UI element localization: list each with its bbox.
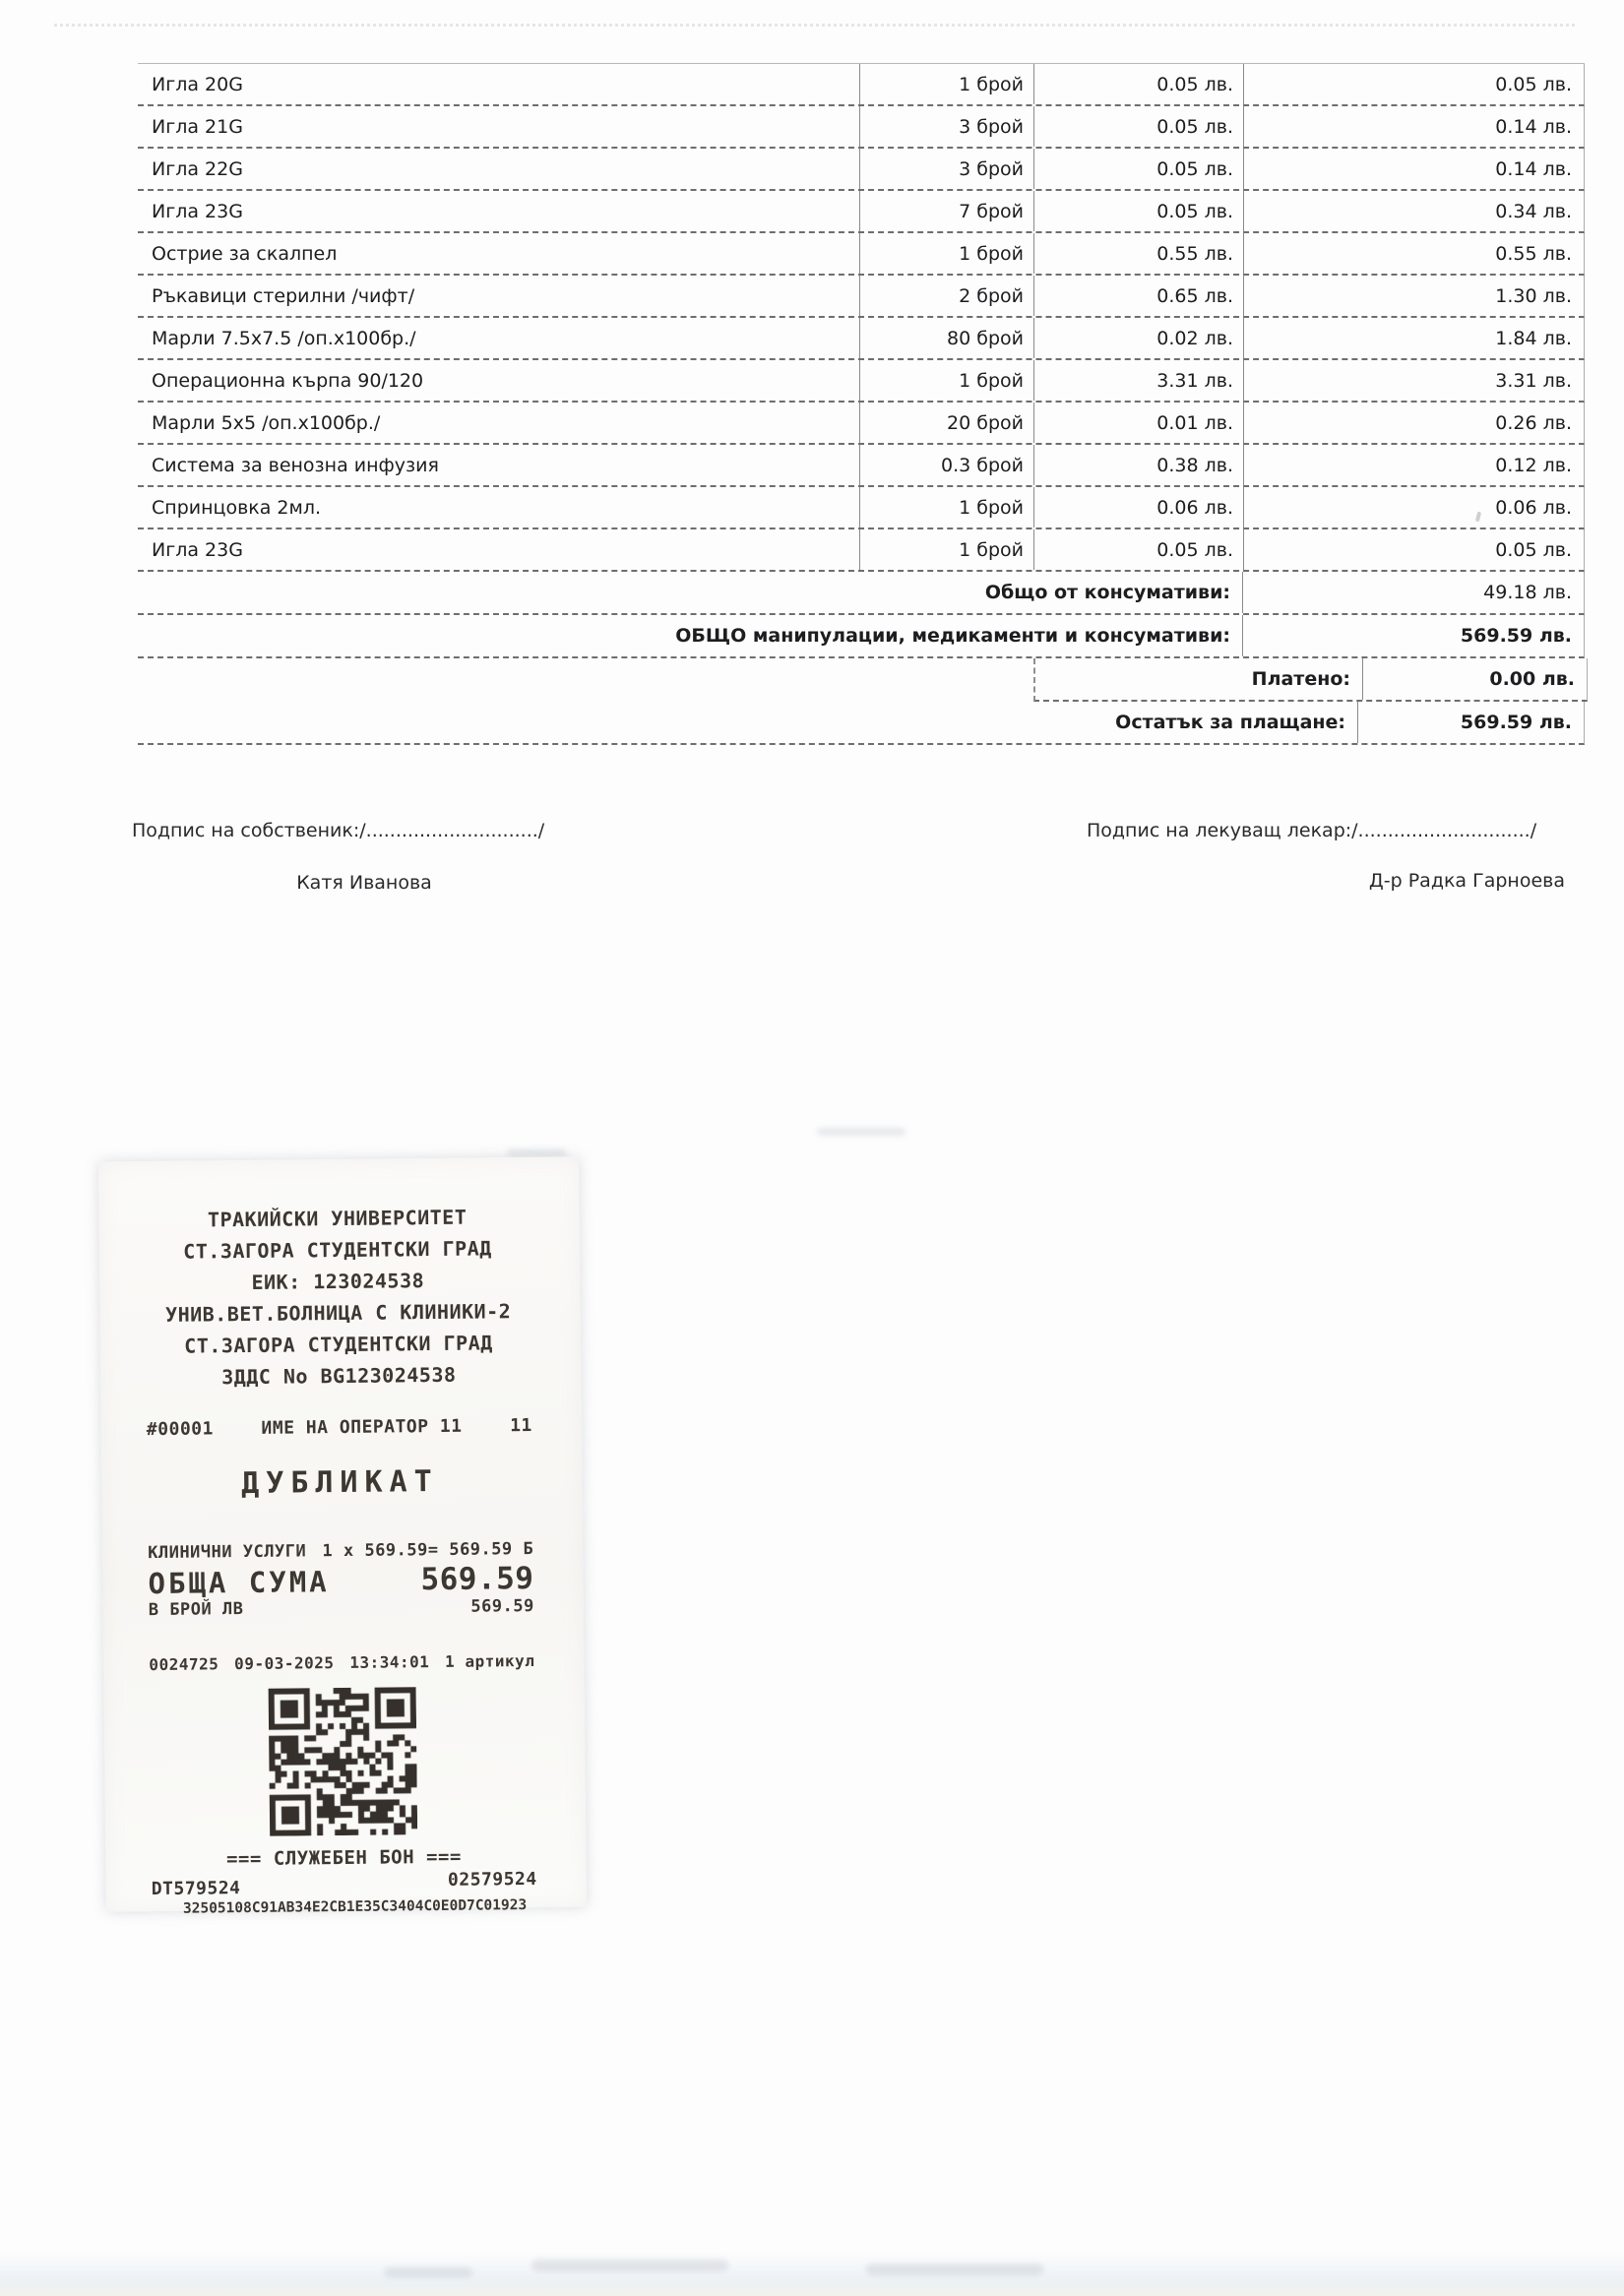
- qr-code: [269, 1687, 418, 1836]
- fiscal-device-ids: [151, 1868, 537, 1900]
- item-unit-price-cell: 0.02 лв.: [1033, 318, 1243, 358]
- fiscal-device-id: DT579524: [151, 1878, 241, 1900]
- scan-smudge: [507, 1149, 566, 1156]
- item-name-cell: Острие за скалпел: [152, 242, 338, 265]
- vet-signature-label: Подпис на лекуващ лекар:/............................./: [1087, 820, 1537, 841]
- grand-total-value: 569.59 лв.: [1460, 625, 1572, 647]
- paid-value: 0.00 лв.: [1489, 668, 1575, 690]
- item-name-cell: Ръкавици стерилни /чифт/: [152, 284, 415, 307]
- table-row: [138, 64, 1585, 106]
- receipt-operator-code: 11: [510, 1414, 532, 1437]
- item-unit-price-cell: 0.38 лв.: [1033, 445, 1243, 485]
- table-row: [138, 360, 1585, 403]
- receipt-cash-line: [149, 1596, 534, 1620]
- item-total-cell: 0.34 лв.: [1243, 191, 1584, 231]
- item-name-cell: Спринцовка 2мл.: [152, 496, 322, 519]
- grand-total-row: [138, 615, 1585, 658]
- scan-smudge: [817, 1128, 906, 1136]
- item-unit-price-cell: 0.05 лв.: [1033, 191, 1243, 231]
- total-sum-label: ОБЩА СУМА: [148, 1565, 330, 1601]
- receipt-clinic-city: СТ.ЗАГОРА СТУДЕНТСКИ ГРАД: [184, 1331, 493, 1358]
- duplicate-label: ДУБЛИКАТ: [241, 1463, 439, 1502]
- cash-value: 569.59: [470, 1595, 534, 1617]
- table-row: [138, 276, 1585, 318]
- item-name-cell: Марли 5х5 /оп.х100бр./: [152, 411, 381, 434]
- fiscal-receipt: [98, 1156, 587, 1917]
- item-quantity-cell: 1 брой: [859, 64, 1033, 104]
- paid-row: [1033, 658, 1588, 702]
- item-quantity-cell: 2 брой: [859, 276, 1033, 316]
- cash-label: В БРОЙ ЛВ: [148, 1599, 244, 1621]
- balance-due-label: Остатък за плащане:: [138, 702, 1358, 743]
- service-amount: 1 x 569.59= 569.59 Б: [322, 1538, 534, 1562]
- total-sum-value: 569.59: [420, 1560, 534, 1598]
- receipt-clinic-name: УНИВ.ВЕТ.БОЛНИЦА С КЛИНИКИ-2: [164, 1299, 512, 1327]
- scan-perforation-artifact: [54, 24, 1575, 27]
- receipt-date: 09-03-2025: [234, 1653, 335, 1674]
- item-quantity-cell: 1 брой: [859, 360, 1033, 401]
- scan-smudge: [384, 2267, 472, 2277]
- item-name-cell: Игла 20G: [152, 73, 243, 95]
- subtotal-label: Общо от консумативи:: [138, 572, 1243, 613]
- item-total-cell: 0.05 лв.: [1243, 64, 1584, 104]
- item-quantity-cell: 3 брой: [859, 149, 1033, 189]
- receipt-meta-line: [149, 1651, 534, 1674]
- scan-smudge: [866, 2264, 1043, 2275]
- item-name-cell: Игла 23G: [152, 538, 243, 561]
- scan-smudge: [531, 2260, 728, 2271]
- item-total-cell: 3.31 лв.: [1243, 360, 1584, 401]
- receipt-total-line: [148, 1561, 533, 1600]
- table-row: [138, 529, 1585, 572]
- item-total-cell: 0.12 лв.: [1243, 445, 1584, 485]
- item-unit-price-cell: 3.31 лв.: [1033, 360, 1243, 401]
- receipt-org-name: ТРАКИЙСКИ УНИВЕРСИТЕТ: [207, 1205, 468, 1232]
- scan-bottom-edge: [0, 2251, 1624, 2296]
- grand-total-label: ОБЩО манипулации, медикаменти и консумативи:: [138, 615, 1243, 656]
- item-quantity-cell: 3 брой: [859, 106, 1033, 147]
- item-name-cell: Система за венозна инфузия: [152, 454, 439, 476]
- item-quantity-cell: 1 брой: [859, 233, 1033, 274]
- receipt-items-count: 1 артикул: [445, 1650, 535, 1671]
- table-row: [138, 318, 1585, 360]
- item-total-cell: 1.30 лв.: [1243, 276, 1584, 316]
- service-name: КЛИНИЧНИ УСЛУГИ: [148, 1541, 307, 1564]
- item-total-cell: 0.05 лв.: [1243, 529, 1584, 570]
- item-unit-price-cell: 0.05 лв.: [1033, 106, 1243, 147]
- receipt-number: #00001: [146, 1418, 215, 1441]
- subtotal-value: 49.18 лв.: [1483, 582, 1572, 603]
- item-total-cell: 0.06 лв.: [1243, 487, 1584, 527]
- item-total-cell: 0.26 лв.: [1243, 403, 1584, 443]
- table-row: [138, 106, 1585, 149]
- fiscal-memory-id: 02579524: [447, 1868, 537, 1891]
- receipt-doc-number: 0024725: [149, 1654, 219, 1675]
- paid-label: Платено:: [1035, 658, 1363, 700]
- item-unit-price-cell: 0.01 лв.: [1033, 403, 1243, 443]
- item-unit-price-cell: 0.05 лв.: [1033, 529, 1243, 570]
- table-row: [138, 445, 1585, 487]
- item-unit-price-cell: 0.06 лв.: [1033, 487, 1243, 527]
- item-quantity-cell: 1 брой: [859, 487, 1033, 527]
- owner-name: Катя Иванова: [296, 872, 432, 894]
- owner-signature-label: Подпис на собственик:/............................./: [132, 820, 545, 841]
- receipt-operator-name: ИМЕ НА ОПЕРАТОР 11: [261, 1415, 463, 1439]
- item-total-cell: 0.55 лв.: [1243, 233, 1584, 274]
- table-row: [138, 149, 1585, 191]
- item-total-cell: 0.14 лв.: [1243, 106, 1584, 147]
- table-row: [138, 403, 1585, 445]
- receipt-org-city: СТ.ЗАГОРА СТУДЕНТСКИ ГРАД: [183, 1236, 492, 1264]
- item-unit-price-cell: 0.05 лв.: [1033, 64, 1243, 104]
- item-unit-price-cell: 0.05 лв.: [1033, 149, 1243, 189]
- consumables-table: [138, 63, 1585, 745]
- item-name-cell: Игла 22G: [152, 157, 243, 180]
- receipt-service-line: [148, 1539, 533, 1563]
- item-quantity-cell: 80 брой: [859, 318, 1033, 358]
- vet-name: Д-р Радка Гарноева: [1368, 870, 1565, 892]
- item-total-cell: 0.14 лв.: [1243, 149, 1584, 189]
- consumables-table-body: [138, 64, 1585, 572]
- receipt-operator-line: [147, 1415, 532, 1440]
- fiscal-hash: 32505108C91AB34E2CB1E35C3404C0E0D7C01923: [182, 1897, 528, 1917]
- service-bon-label: === СЛУЖЕБЕН БОН ===: [225, 1845, 462, 1871]
- item-unit-price-cell: 0.65 лв.: [1033, 276, 1243, 316]
- item-name-cell: Игла 21G: [152, 115, 243, 138]
- table-row: [138, 233, 1585, 276]
- consumables-subtotal-row: [138, 572, 1585, 615]
- balance-due-value: 569.59 лв.: [1460, 712, 1572, 733]
- table-row: [138, 191, 1585, 233]
- receipt-time: 13:34:01: [349, 1652, 430, 1672]
- item-name-cell: Марли 7.5х7.5 /оп.х100бр./: [152, 327, 416, 349]
- receipt-vat-number: ЗДДС No BG123024538: [221, 1362, 457, 1390]
- item-name-cell: Операционна кърпа 90/120: [152, 369, 424, 392]
- item-quantity-cell: 20 брой: [859, 403, 1033, 443]
- item-unit-price-cell: 0.55 лв.: [1033, 233, 1243, 274]
- item-quantity-cell: 7 брой: [859, 191, 1033, 231]
- item-quantity-cell: 1 брой: [859, 529, 1033, 570]
- item-name-cell: Игла 23G: [152, 200, 243, 222]
- table-row: [138, 487, 1585, 529]
- balance-due-row: [138, 702, 1585, 745]
- item-total-cell: 1.84 лв.: [1243, 318, 1584, 358]
- receipt-eik: ЕИК: 123024538: [251, 1269, 425, 1294]
- item-quantity-cell: 0.3 брой: [859, 445, 1033, 485]
